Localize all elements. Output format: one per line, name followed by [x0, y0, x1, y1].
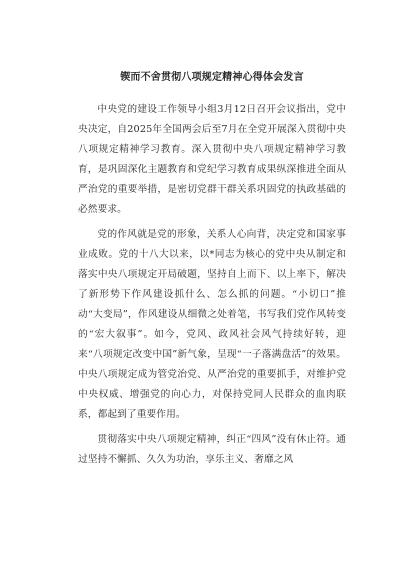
- paragraph-3: 贯彻落实中央八项规定精神，纠正“四风”没有休止符。通过坚持不懈抓、久久为功治，享乐主义、奢靡之风: [78, 434, 346, 465]
- document-title: 锲而不舍贯彻八项规定精神心得体会发言: [120, 72, 304, 83]
- paragraph-1: 中央党的建设工作领导小组3月12日召开会议指出，党中央决定，自2025年全国两会后至7月在全党开展深入贯彻中央八项规定精神学习教育。深入贯彻中央八项规定精神学习教育，是巩固深化主题教育和党纪学习教育成果纵深推进全面从严治党的重要举措，是密切党群干群关系巩固党的执政基础的必然要求。: [78, 104, 346, 215]
- paragraph-2: 党的作风就是党的形象，关系人心向背，决定党和国家事业成败。党的十八大以来，以*同志为核心的党中央从制定和落实中央八项规定开局破题，坚持自上而下、以上率下，解决了新形势下作风建设抓什么、怎么抓的问题。“小切口”推动“大变局”，作风建设从细微之处着笔，书写我们党作风转变的“宏大叙事”。如今，党风、政风社会风气持续好转，迎来“八项规定改变中国”新气象，呈现“一子落满盘活”的效果。中央八项规定成为管党治党、从严治党的重要抓手，对维护党中央权威、增强党的向心力，对保持党同人民群众的血肉联系，都起到了重要作用。: [78, 229, 346, 420]
- document-body: [78, 71, 346, 475]
